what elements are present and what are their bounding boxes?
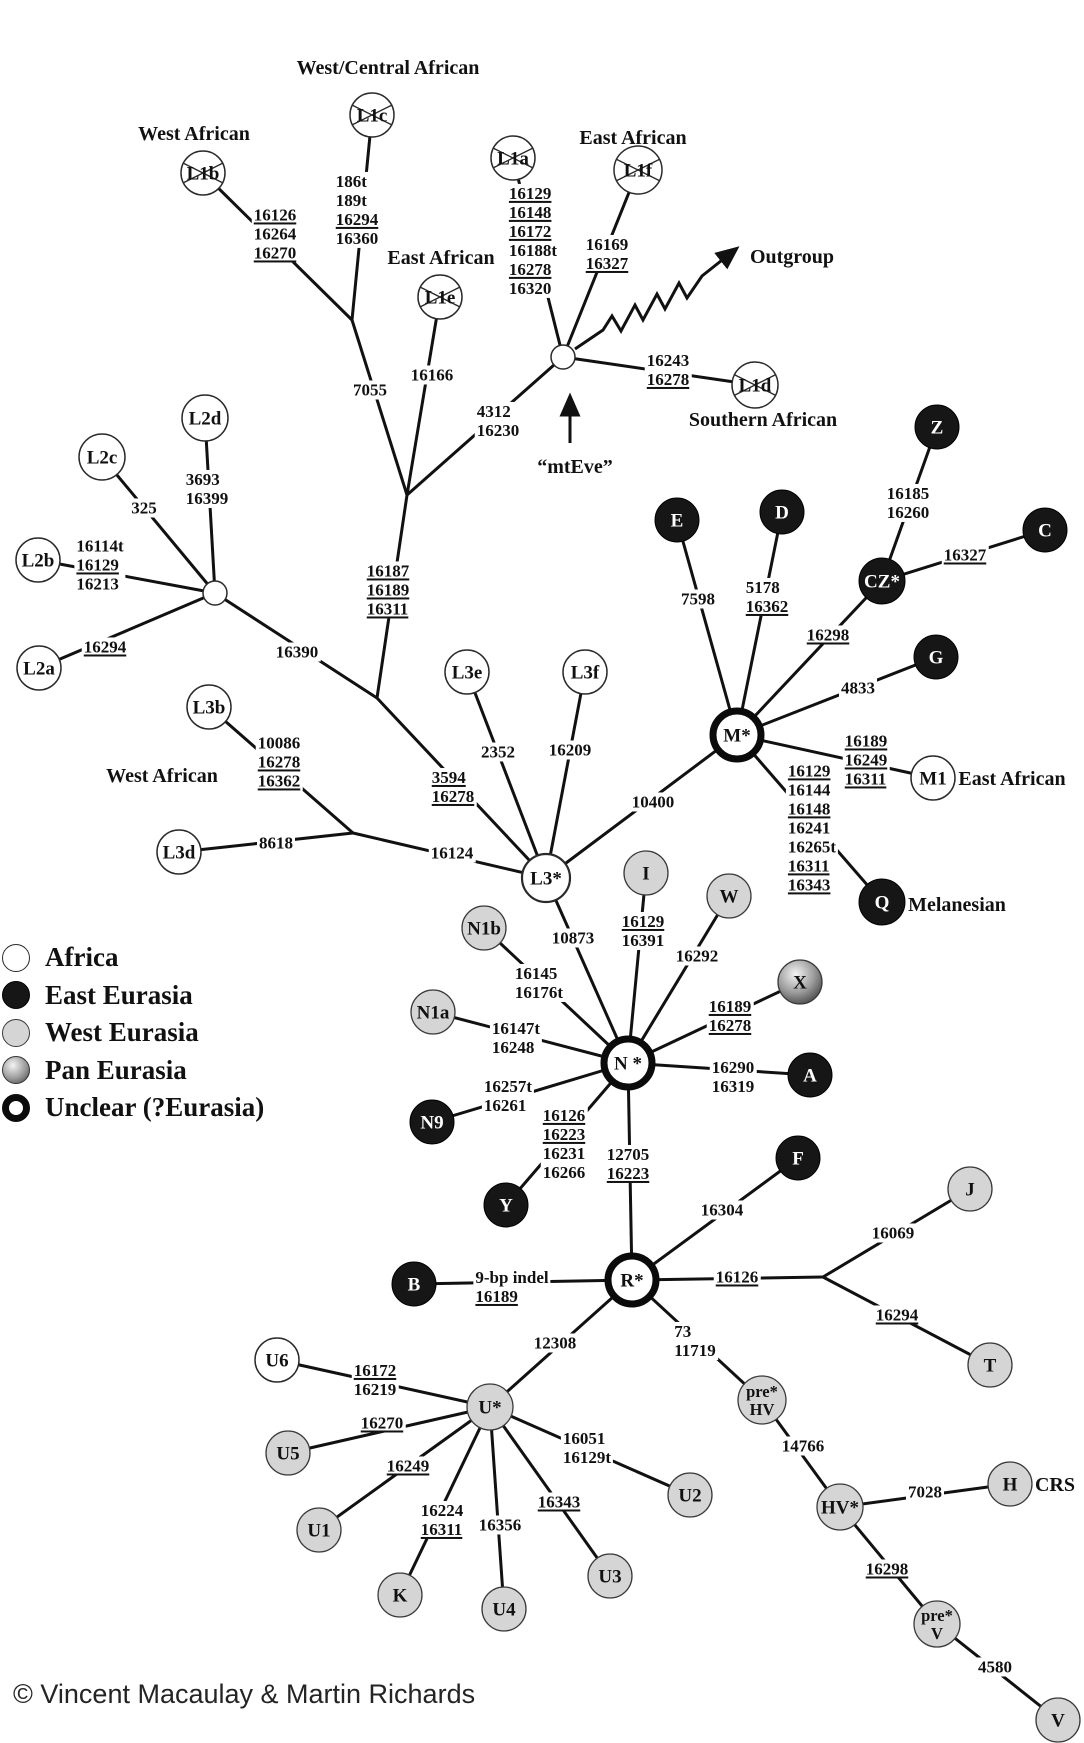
branch-edge: [628, 873, 646, 1063]
D-label: D: [775, 502, 789, 524]
unclear-legend-swatch-icon: [2, 1094, 30, 1122]
branch-edge: [546, 878, 628, 1063]
L1b-label: L1b: [186, 163, 220, 185]
N1a-label: N1a: [416, 1002, 450, 1024]
mutation-number: 7598: [681, 589, 715, 609]
mutation-number: 16166: [410, 365, 454, 385]
branch-edge: [563, 170, 638, 357]
branch-edge: [353, 833, 546, 878]
africa-legend-swatch-icon: [2, 944, 30, 972]
node-L3b: [187, 685, 231, 729]
mutation-number: 16230: [476, 421, 520, 440]
region-caption: West African: [138, 123, 250, 145]
mutation-number: 3693: [185, 469, 220, 489]
mutation-number: 16219: [353, 1380, 397, 1399]
mutation-number: 16298: [806, 625, 850, 645]
L3e-label: L3e: [451, 662, 483, 684]
node-L2d: [182, 395, 228, 441]
N9-label: N9: [420, 1112, 444, 1134]
mutation-number: 16264: [253, 224, 297, 244]
node-L1f: [614, 146, 662, 194]
node-L1a: [491, 136, 535, 180]
branch-edge: [432, 1063, 628, 1122]
mutation-number: 16144: [787, 780, 831, 800]
mutation-number: 16327: [943, 545, 987, 565]
branch-edge: [823, 1189, 970, 1277]
node-Nstar: [604, 1039, 652, 1087]
mutation-number: 16126: [253, 205, 297, 225]
L3b-label: L3b: [192, 697, 226, 719]
mutation-number: 16292: [675, 946, 719, 966]
mutation-number: 16124: [430, 843, 474, 863]
U4-label: U4: [492, 1599, 516, 1621]
preV-label2: V: [931, 1624, 943, 1643]
node-U2: [668, 1473, 712, 1517]
mutation-number: 16311: [366, 599, 409, 619]
branch-edge: [677, 520, 737, 735]
U1-label: U1: [307, 1520, 331, 1542]
mutation-number: 16129t: [562, 1448, 612, 1467]
mutation-number: 16327: [585, 254, 629, 273]
node-E: [655, 498, 699, 542]
mutation-number: 16126: [715, 1267, 759, 1287]
mutation-number: 16189: [844, 731, 888, 751]
preHV-label: pre*: [746, 1382, 778, 1401]
mutation-number: 11719: [674, 1341, 716, 1360]
mutation-number: 16270: [360, 1413, 404, 1433]
mutation-number: 16189: [708, 996, 752, 1016]
node-N9: [410, 1100, 454, 1144]
node-preHV: [738, 1376, 786, 1424]
X-label: X: [793, 972, 807, 994]
mutation-number: 16356: [478, 1515, 522, 1535]
branch-edge: [737, 735, 882, 902]
node-M1: [911, 756, 955, 800]
branch-edge: [737, 512, 782, 735]
F-label: F: [792, 1148, 804, 1170]
mutation-number: 16243: [646, 350, 690, 370]
branch-edge: [628, 1063, 632, 1280]
branch-edge: [882, 530, 1045, 581]
U6-label: U6: [265, 1350, 289, 1372]
mutation-number: 16399: [185, 489, 229, 508]
legend-item-label: West Eurasia: [45, 1017, 199, 1048]
legend-item-west: [2, 1014, 264, 1052]
mutation-number: 16209: [548, 740, 592, 760]
node-X: [778, 960, 822, 1004]
L1f-label: L1f: [623, 160, 653, 182]
node-U6: [255, 1338, 299, 1382]
preV-label: pre*: [921, 1606, 953, 1625]
mutation-number: 16129: [621, 911, 665, 931]
node-L1d: [732, 362, 778, 408]
mutation-number: 16278: [257, 752, 301, 772]
node-Rstar: [608, 1256, 656, 1304]
mutation-number: 16260: [886, 503, 930, 522]
mutation-number: 16343: [537, 1492, 581, 1512]
legend-item-label: Unclear (?Eurasia): [45, 1092, 265, 1123]
node-L1b: [181, 151, 225, 195]
branch-edge: [467, 672, 546, 878]
region-caption: “mtEve”: [537, 456, 613, 478]
mutation-number: 16224: [420, 1500, 464, 1520]
branch-edge: [102, 457, 215, 593]
V-label: V: [1051, 1710, 1065, 1732]
mutation-number: 189t: [335, 190, 367, 210]
G-label: G: [928, 647, 944, 669]
legend-item-label: East Eurasia: [45, 979, 193, 1010]
mutation-number: 16069: [871, 1223, 915, 1243]
L2-hub-circle: [203, 581, 227, 605]
preHV-label2: HV: [749, 1400, 775, 1419]
mutation-number: 16319: [711, 1077, 755, 1096]
branch-edge: [563, 357, 755, 385]
legend-item-unclear: [2, 1089, 264, 1127]
mutation-number: 16362: [745, 597, 789, 616]
mutation-number: 16320: [508, 279, 552, 299]
mutation-number: 8618: [259, 833, 293, 853]
legend-item-east: [2, 977, 264, 1015]
mutation-number: 16129: [508, 183, 552, 203]
west-legend-swatch-icon: [2, 1019, 30, 1047]
east-legend-swatch-icon: [2, 981, 30, 1009]
H-label: H: [1002, 1474, 1018, 1496]
mutation-number: 16148: [787, 799, 831, 819]
node-N1a: [411, 990, 455, 1034]
Mstar-label: M*: [723, 725, 751, 747]
branch-edge: [414, 1280, 632, 1284]
mutation-number: 10873: [551, 928, 595, 948]
node-B: [392, 1262, 436, 1306]
mutation-number: 16360: [335, 229, 379, 249]
mutation-number: 16172: [353, 1360, 397, 1380]
Ustar-label: U*: [478, 1397, 502, 1419]
mutation-number: 16213: [76, 574, 119, 594]
region-caption: East African: [958, 768, 1066, 790]
mutation-number: 16290: [711, 1057, 755, 1077]
branch-edge: [352, 320, 407, 495]
legend: [2, 939, 264, 1127]
branch-edge: [632, 1158, 798, 1280]
mutation-number: 16114t: [76, 536, 124, 556]
mutation-number: 16391: [621, 931, 665, 950]
N1b-label: N1b: [467, 918, 501, 940]
node-N1b: [462, 906, 506, 950]
node-U1: [297, 1508, 341, 1552]
branch-edge: [203, 173, 352, 320]
branch-edge: [400, 1407, 490, 1595]
M1-label: M1: [919, 768, 947, 790]
mutation-number: 14766: [781, 1436, 825, 1456]
node-W: [707, 874, 751, 918]
mutation-number: 16294: [83, 637, 127, 657]
L1c-label: L1c: [356, 105, 388, 127]
mutation-number: 16051: [562, 1428, 606, 1448]
node-L1c: [350, 93, 394, 137]
mutation-number: 2352: [481, 742, 515, 762]
L3f-label: L3f: [570, 662, 600, 684]
mutation-number: 16304: [700, 1200, 744, 1220]
node-F: [776, 1136, 820, 1180]
branch-edge: [179, 833, 353, 852]
branch-edge: [490, 1280, 632, 1407]
mutation-number: 16187: [366, 561, 410, 581]
node-T: [968, 1343, 1012, 1387]
legend-item-label: Africa: [45, 942, 119, 973]
node-mtEve-node: [551, 345, 575, 369]
region-caption: Southern African: [688, 409, 838, 431]
branch-edge: [506, 1063, 628, 1205]
mutation-number: 4580: [978, 1657, 1012, 1677]
E-label: E: [670, 510, 684, 532]
branch-edge: [209, 707, 353, 833]
mutation-number: 16148: [508, 202, 552, 222]
mutation-number: 16169: [585, 234, 629, 254]
mutation-number: 7028: [908, 1482, 942, 1502]
branch-edge: [737, 657, 936, 735]
mutation-number: 16189: [366, 580, 410, 600]
node-U3: [588, 1554, 632, 1598]
mutation-number: 16311: [844, 769, 887, 789]
U5-label: U5: [276, 1443, 300, 1465]
mutation-number: 16278: [646, 370, 690, 389]
CZstar-label: CZ*: [864, 571, 900, 593]
edges: [38, 115, 1058, 1720]
mutation-number: 16294: [335, 210, 379, 229]
mutation-number: 16223: [542, 1124, 586, 1144]
node-Mstar: [713, 711, 761, 759]
branch-edge: [546, 672, 585, 878]
mutation-number: 16261: [483, 1096, 527, 1115]
node-V: [1036, 1698, 1080, 1742]
U2-label: U2: [678, 1485, 702, 1507]
mutation-number: 16147t: [491, 1018, 541, 1038]
node-Q: [859, 879, 905, 925]
region-caption: Outgroup: [749, 246, 835, 268]
L2d-label: L2d: [188, 408, 222, 430]
mutation-number: 16298: [865, 1559, 909, 1579]
mutation-number: 16249: [844, 750, 888, 770]
mtEve-node-circle: [551, 345, 575, 369]
HVstar-label: HV*: [821, 1497, 859, 1519]
branch-edge: [352, 115, 372, 320]
T-label: T: [983, 1355, 997, 1377]
branch-edge: [377, 698, 546, 878]
mutation-number: 10400: [631, 792, 675, 812]
node-C: [1023, 508, 1067, 552]
mutation-number: 16278: [508, 260, 552, 280]
B-label: B: [407, 1274, 421, 1296]
branch-edge: [215, 593, 377, 698]
region-caption: Melanesian: [908, 894, 1006, 916]
node-CZstar: [859, 558, 905, 604]
L1d-label: L1d: [738, 375, 772, 397]
mutation-number: 16278: [708, 1016, 752, 1035]
mutation-number: 73: [674, 1321, 692, 1341]
mutation-number: 16249: [386, 1456, 430, 1476]
mutation-number: 16176t: [514, 983, 564, 1002]
mutation-number: 12308: [533, 1333, 577, 1353]
Y-label: Y: [499, 1195, 513, 1217]
node-Ustar: [467, 1384, 513, 1430]
branch-edge: [407, 357, 563, 495]
node-A: [788, 1053, 832, 1097]
mutation-number: 4312: [476, 401, 511, 421]
node-L3d: [157, 830, 201, 874]
node-H: [988, 1462, 1032, 1506]
mutation-number: 12705: [606, 1144, 650, 1164]
I-label: I: [642, 863, 650, 885]
mutation-number: 186t: [335, 171, 367, 191]
C-label: C: [1038, 520, 1052, 542]
U3-label: U3: [598, 1566, 622, 1588]
region-caption: West/Central African: [296, 57, 480, 79]
mutation-number: 16188t: [508, 241, 558, 260]
mutation-number: 16343: [787, 875, 831, 895]
node-L2c: [79, 434, 125, 480]
mutation-number: 16266: [542, 1163, 586, 1183]
Q-label: Q: [874, 892, 890, 914]
node-L2b: [16, 538, 60, 582]
mutation-number: 10086: [257, 733, 301, 753]
legend-item-pan: [2, 1052, 264, 1090]
mutation-number: 16172: [508, 221, 552, 241]
L2c-label: L2c: [86, 447, 118, 469]
branch-edge: [737, 581, 882, 735]
W-label: W: [719, 886, 739, 908]
Rstar-label: R*: [620, 1270, 644, 1292]
A-label: A: [803, 1065, 817, 1087]
mutation-number: 16248: [491, 1038, 535, 1057]
branch-edge: [39, 593, 215, 668]
mutation-number: 16185: [886, 483, 930, 503]
mutation-number: 5178: [745, 577, 780, 597]
region-caption: East African: [387, 247, 495, 269]
node-L3f: [563, 650, 607, 694]
node-L2a: [17, 646, 61, 690]
mutation-number: 325: [131, 498, 157, 518]
branch-edge: [377, 495, 407, 698]
node-D: [760, 490, 804, 534]
mutation-number: 16189: [475, 1287, 518, 1306]
legend-item-africa: [2, 939, 264, 977]
node-Z: [915, 405, 959, 449]
node-K: [378, 1573, 422, 1617]
mutation-number: 16129: [76, 555, 119, 575]
mutation-number: 16278: [431, 787, 475, 806]
node-Y: [484, 1183, 528, 1227]
mutation-number: 4833: [841, 678, 875, 698]
branch-edge: [38, 560, 215, 593]
mutation-number: 16265t: [787, 837, 837, 857]
mutation-number: 7055: [353, 380, 387, 400]
mutation-number: 16231: [542, 1144, 586, 1163]
mutation-number: 16390: [275, 642, 319, 662]
branch-edge: [840, 1484, 1010, 1507]
Nstar-label: N *: [614, 1053, 642, 1075]
mutation-number: 16362: [257, 771, 301, 791]
mutation-number: 16311: [787, 856, 830, 876]
node-G: [914, 635, 958, 679]
mutation-number: 9-bp indel: [475, 1267, 549, 1287]
Z-label: Z: [930, 417, 944, 439]
L2a-label: L2a: [23, 658, 55, 680]
node-U5: [266, 1431, 310, 1475]
branch-edge: [490, 1407, 504, 1609]
branch-edge: [407, 297, 440, 495]
copyright: © Vincent Macaulay & Martin Richards: [13, 1679, 476, 1709]
branch-edge: [513, 158, 563, 357]
branch-edge: [632, 1277, 823, 1280]
branch-edge: [205, 418, 215, 593]
node-U4: [482, 1587, 526, 1631]
J-label: J: [965, 1179, 975, 1201]
node-L3e: [445, 650, 489, 694]
node-L3star: [522, 854, 570, 902]
node-J: [948, 1167, 992, 1211]
region-caption: CRS: [1034, 1474, 1076, 1496]
mutation-number: 3594: [431, 767, 466, 787]
L3d-label: L3d: [162, 842, 196, 864]
pan-legend-swatch-icon: [2, 1056, 30, 1084]
node-HVstar: [817, 1484, 863, 1530]
L2b-label: L2b: [21, 550, 55, 572]
legend-item-label: Pan Eurasia: [45, 1054, 187, 1085]
mutation-number: 16223: [606, 1164, 650, 1183]
L1e-label: L1e: [424, 287, 456, 309]
branch-edge: [277, 1360, 490, 1407]
node-L2-hub: [203, 581, 227, 605]
node-preV: [914, 1601, 960, 1647]
mutation-number: 16294: [875, 1305, 919, 1325]
node-L1e: [418, 275, 462, 319]
region-caption: West African: [106, 765, 218, 787]
branch-edge: [823, 1277, 990, 1365]
L1a-label: L1a: [497, 148, 529, 170]
K-label: K: [392, 1585, 408, 1607]
mutation-number: 16311: [420, 1520, 463, 1539]
node-I: [624, 851, 668, 895]
mutation-number: 16129: [787, 761, 831, 781]
mutation-number: 16270: [253, 243, 297, 263]
mutation-number: 16241: [787, 818, 831, 838]
region-caption: East African: [579, 127, 687, 149]
L3star-label: L3*: [530, 868, 562, 890]
mutation-number: 16257t: [483, 1076, 533, 1096]
mutation-number: 16126: [542, 1105, 586, 1125]
branch-edge: [882, 427, 937, 581]
mutation-number: 16145: [514, 963, 558, 983]
